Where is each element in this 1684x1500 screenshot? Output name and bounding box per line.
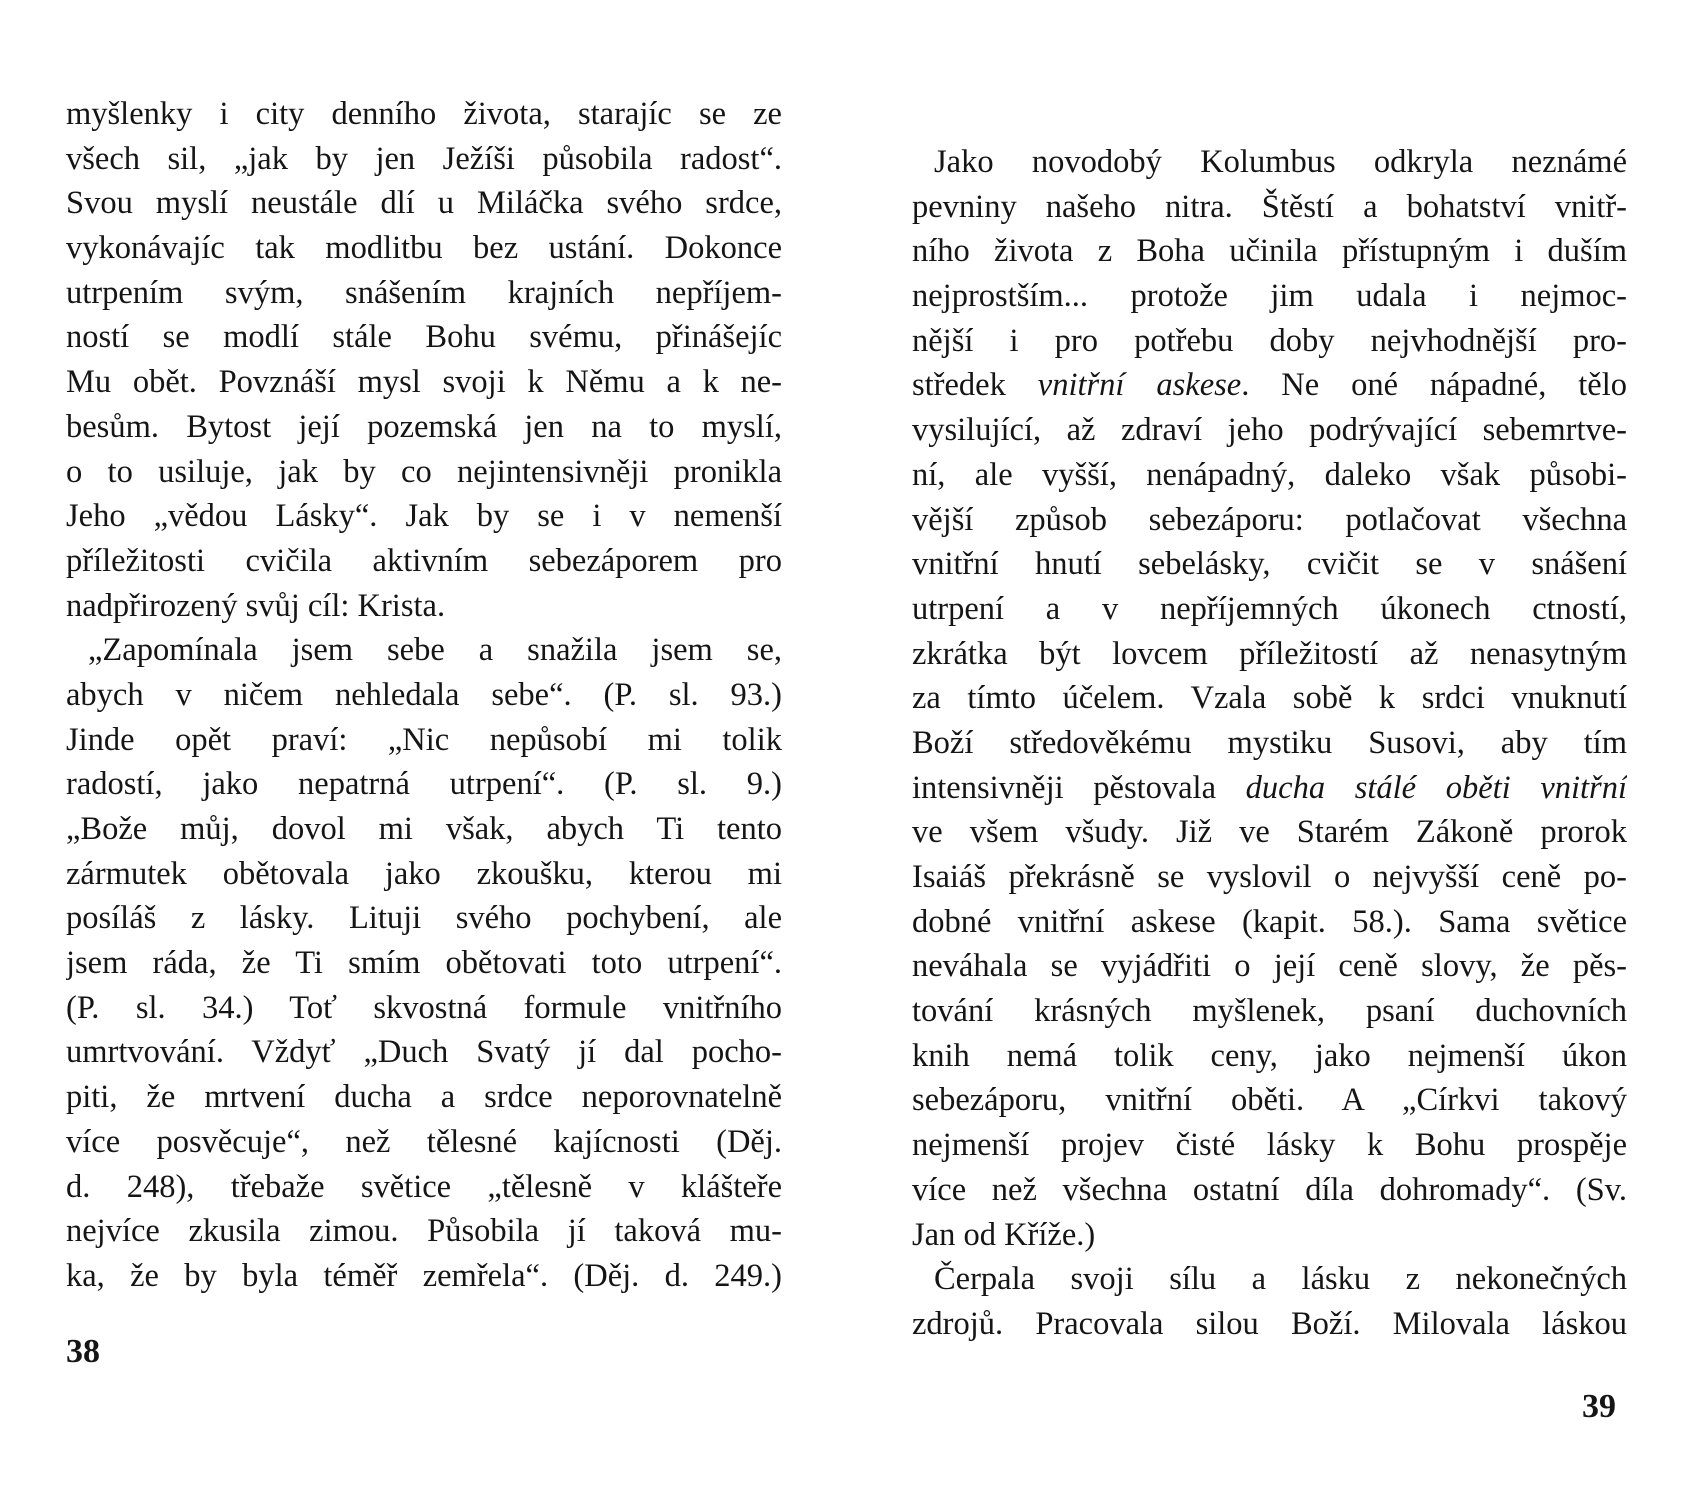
text-line: myšlenky i city denního života, starajíc se ze bbox=[66, 96, 782, 132]
text-line: Jan od Kříže.) bbox=[912, 1216, 1096, 1253]
text-line: Mu obět. Povznáší mysl svoji k Němu a k ne- bbox=[66, 364, 782, 401]
text-line-mixed bbox=[912, 766, 1627, 811]
left-page-text bbox=[66, 92, 782, 1299]
text-line: ve všem všudy. Již ve Starém Zákoně prorok bbox=[912, 814, 1627, 851]
text-line: „Bože můj, dovol mi však, abych Ti tento bbox=[66, 811, 782, 847]
text-line: jsem ráda, že Ti smím obětovati toto utrpení“. bbox=[66, 945, 782, 982]
text-line: nejprostším... protože jim udala i nejmoc- bbox=[912, 278, 1627, 315]
text-line: dobné vnitřní askese (kapit. 58.). Sama světice bbox=[912, 903, 1627, 940]
text-line: piti, že mrtvení ducha a srdce neporovnatelně bbox=[66, 1079, 782, 1116]
page-number-right: 39 bbox=[1582, 1388, 1616, 1425]
text-line: nejvíce zkusila zimou. Působila jí taková mu- bbox=[66, 1213, 782, 1250]
text-line: knih nemá tolik ceny, jako nejmenší úkon bbox=[912, 1037, 1627, 1074]
text-line: Isaiáš překrásně se vyslovil o nejvyšší ceně po- bbox=[912, 859, 1627, 895]
text-line: d. 248), třebaže světice „tělesně v klášteře bbox=[66, 1168, 782, 1205]
text-line-mixed bbox=[912, 363, 1627, 408]
text-line: zármutek obětovala jako zkoušku, kterou mi bbox=[66, 855, 782, 892]
text-line: Jinde opět praví: „Nic nepůsobí mi tolik bbox=[66, 721, 782, 758]
text-line: pevniny našeho nitra. Štěstí a bohatství vnitř- bbox=[912, 188, 1627, 225]
text-line: utrpení a v nepříjemných úkonech ctností, bbox=[912, 590, 1627, 627]
text-line: příležitosti cvičila aktivním sebezáporem pro bbox=[66, 542, 782, 579]
text-fragment: . Ne oné nápadné, tělo bbox=[1241, 367, 1627, 404]
text-line: všech sil, „jak by jen Ježíši působila radost“. bbox=[66, 140, 782, 177]
italic-phrase: vnitřní askese bbox=[1037, 367, 1242, 404]
text-fragment: intensivněji pěstovala bbox=[912, 769, 1246, 806]
text-line: Svou myslí neustále dlí u Miláčka svého srdce, bbox=[66, 185, 782, 222]
text-line: zkrátka být lovcem příležitostí až nenasytným bbox=[912, 635, 1627, 672]
text-line: Boží středověkému mystiku Susovi, aby tím bbox=[912, 724, 1627, 761]
italic-phrase: ducha stálé oběti vnitřní bbox=[1245, 769, 1627, 806]
text-line: za tímto účelem. Vzala sobě k srdci vnuknutí bbox=[912, 680, 1627, 717]
text-line: o to usiluje, jak by co nejintensivněji pronikla bbox=[66, 453, 782, 490]
text-line: vější způsob sebezáporu: potlačovat všechna bbox=[912, 501, 1627, 538]
right-page-text bbox=[912, 140, 1627, 1347]
text-line: vnitřní hnutí sebelásky, cvičit se v snášení bbox=[912, 546, 1627, 583]
text-line: „Zapomínala jsem sebe a snažila jsem se, bbox=[88, 632, 782, 669]
text-line: nější i pro potřebu doby nejvhodnější pro- bbox=[912, 322, 1627, 359]
text-line: posíláš z lásky. Lituji svého pochybení, ale bbox=[66, 900, 782, 937]
text-line: umrtvování. Vždyť „Duch Svatý jí dal pocho- bbox=[66, 1034, 782, 1071]
text-line: vysilující, až zdraví jeho podrývající sebemrtve- bbox=[912, 412, 1627, 449]
text-line: ností se modlí stále Bohu svému, přinášejíc bbox=[66, 319, 782, 356]
text-line: více než všechna ostatní díla dohromady“. (Sv. bbox=[912, 1171, 1627, 1208]
text-line: Čerpala svoji sílu a lásku z nekonečných bbox=[934, 1261, 1627, 1298]
text-line: (P. sl. 34.) Toť skvostná formule vnitřního bbox=[66, 989, 782, 1026]
text-line: nadpřirozený svůj cíl: Krista. bbox=[66, 587, 446, 624]
text-line: Jeho „vědou Lásky“. Jak by se i v nemenší bbox=[66, 498, 782, 535]
text-line: neváhala se vyjádřiti o její ceně slovy, že pěs- bbox=[912, 948, 1627, 985]
text-line: ního života z Boha učinila přístupným i duším bbox=[912, 233, 1627, 270]
text-line: zdrojů. Pracovala silou Boží. Milovala láskou bbox=[912, 1305, 1627, 1342]
text-line: ní, ale vyšší, nenápadný, daleko však působi- bbox=[912, 456, 1627, 493]
text-line: více posvěcuje“, než tělesné kajícnosti (Děj. bbox=[66, 1123, 782, 1160]
text-line: utrpením svým, snášením krajních nepříjem- bbox=[66, 274, 782, 311]
text-line: radostí, jako nepatrná utrpení“. (P. sl. 9.) bbox=[66, 766, 782, 803]
text-line: Jako novodobý Kolumbus odkryla neznámé bbox=[934, 144, 1627, 180]
text-line: ka, že by byla téměř zemřela“. (Děj. d. 249.) bbox=[66, 1257, 782, 1294]
text-fragment: středek bbox=[912, 367, 1038, 404]
text-line: sebezáporu, vnitřní oběti. A „Církvi takový bbox=[912, 1082, 1627, 1119]
text-line: vykonávajíc tak modlitbu bez ustání. Dokonce bbox=[66, 230, 782, 267]
page-number-left: 38 bbox=[66, 1333, 100, 1370]
text-line: tování krásných myšlenek, psaní duchovních bbox=[912, 993, 1627, 1030]
text-line: abych v ničem nehledala sebe“. (P. sl. 93.) bbox=[66, 676, 782, 713]
text-line: nejmenší projev čisté lásky k Bohu prospěje bbox=[912, 1127, 1627, 1164]
text-line: besům. Bytost její pozemská jen na to myslí, bbox=[66, 408, 782, 445]
